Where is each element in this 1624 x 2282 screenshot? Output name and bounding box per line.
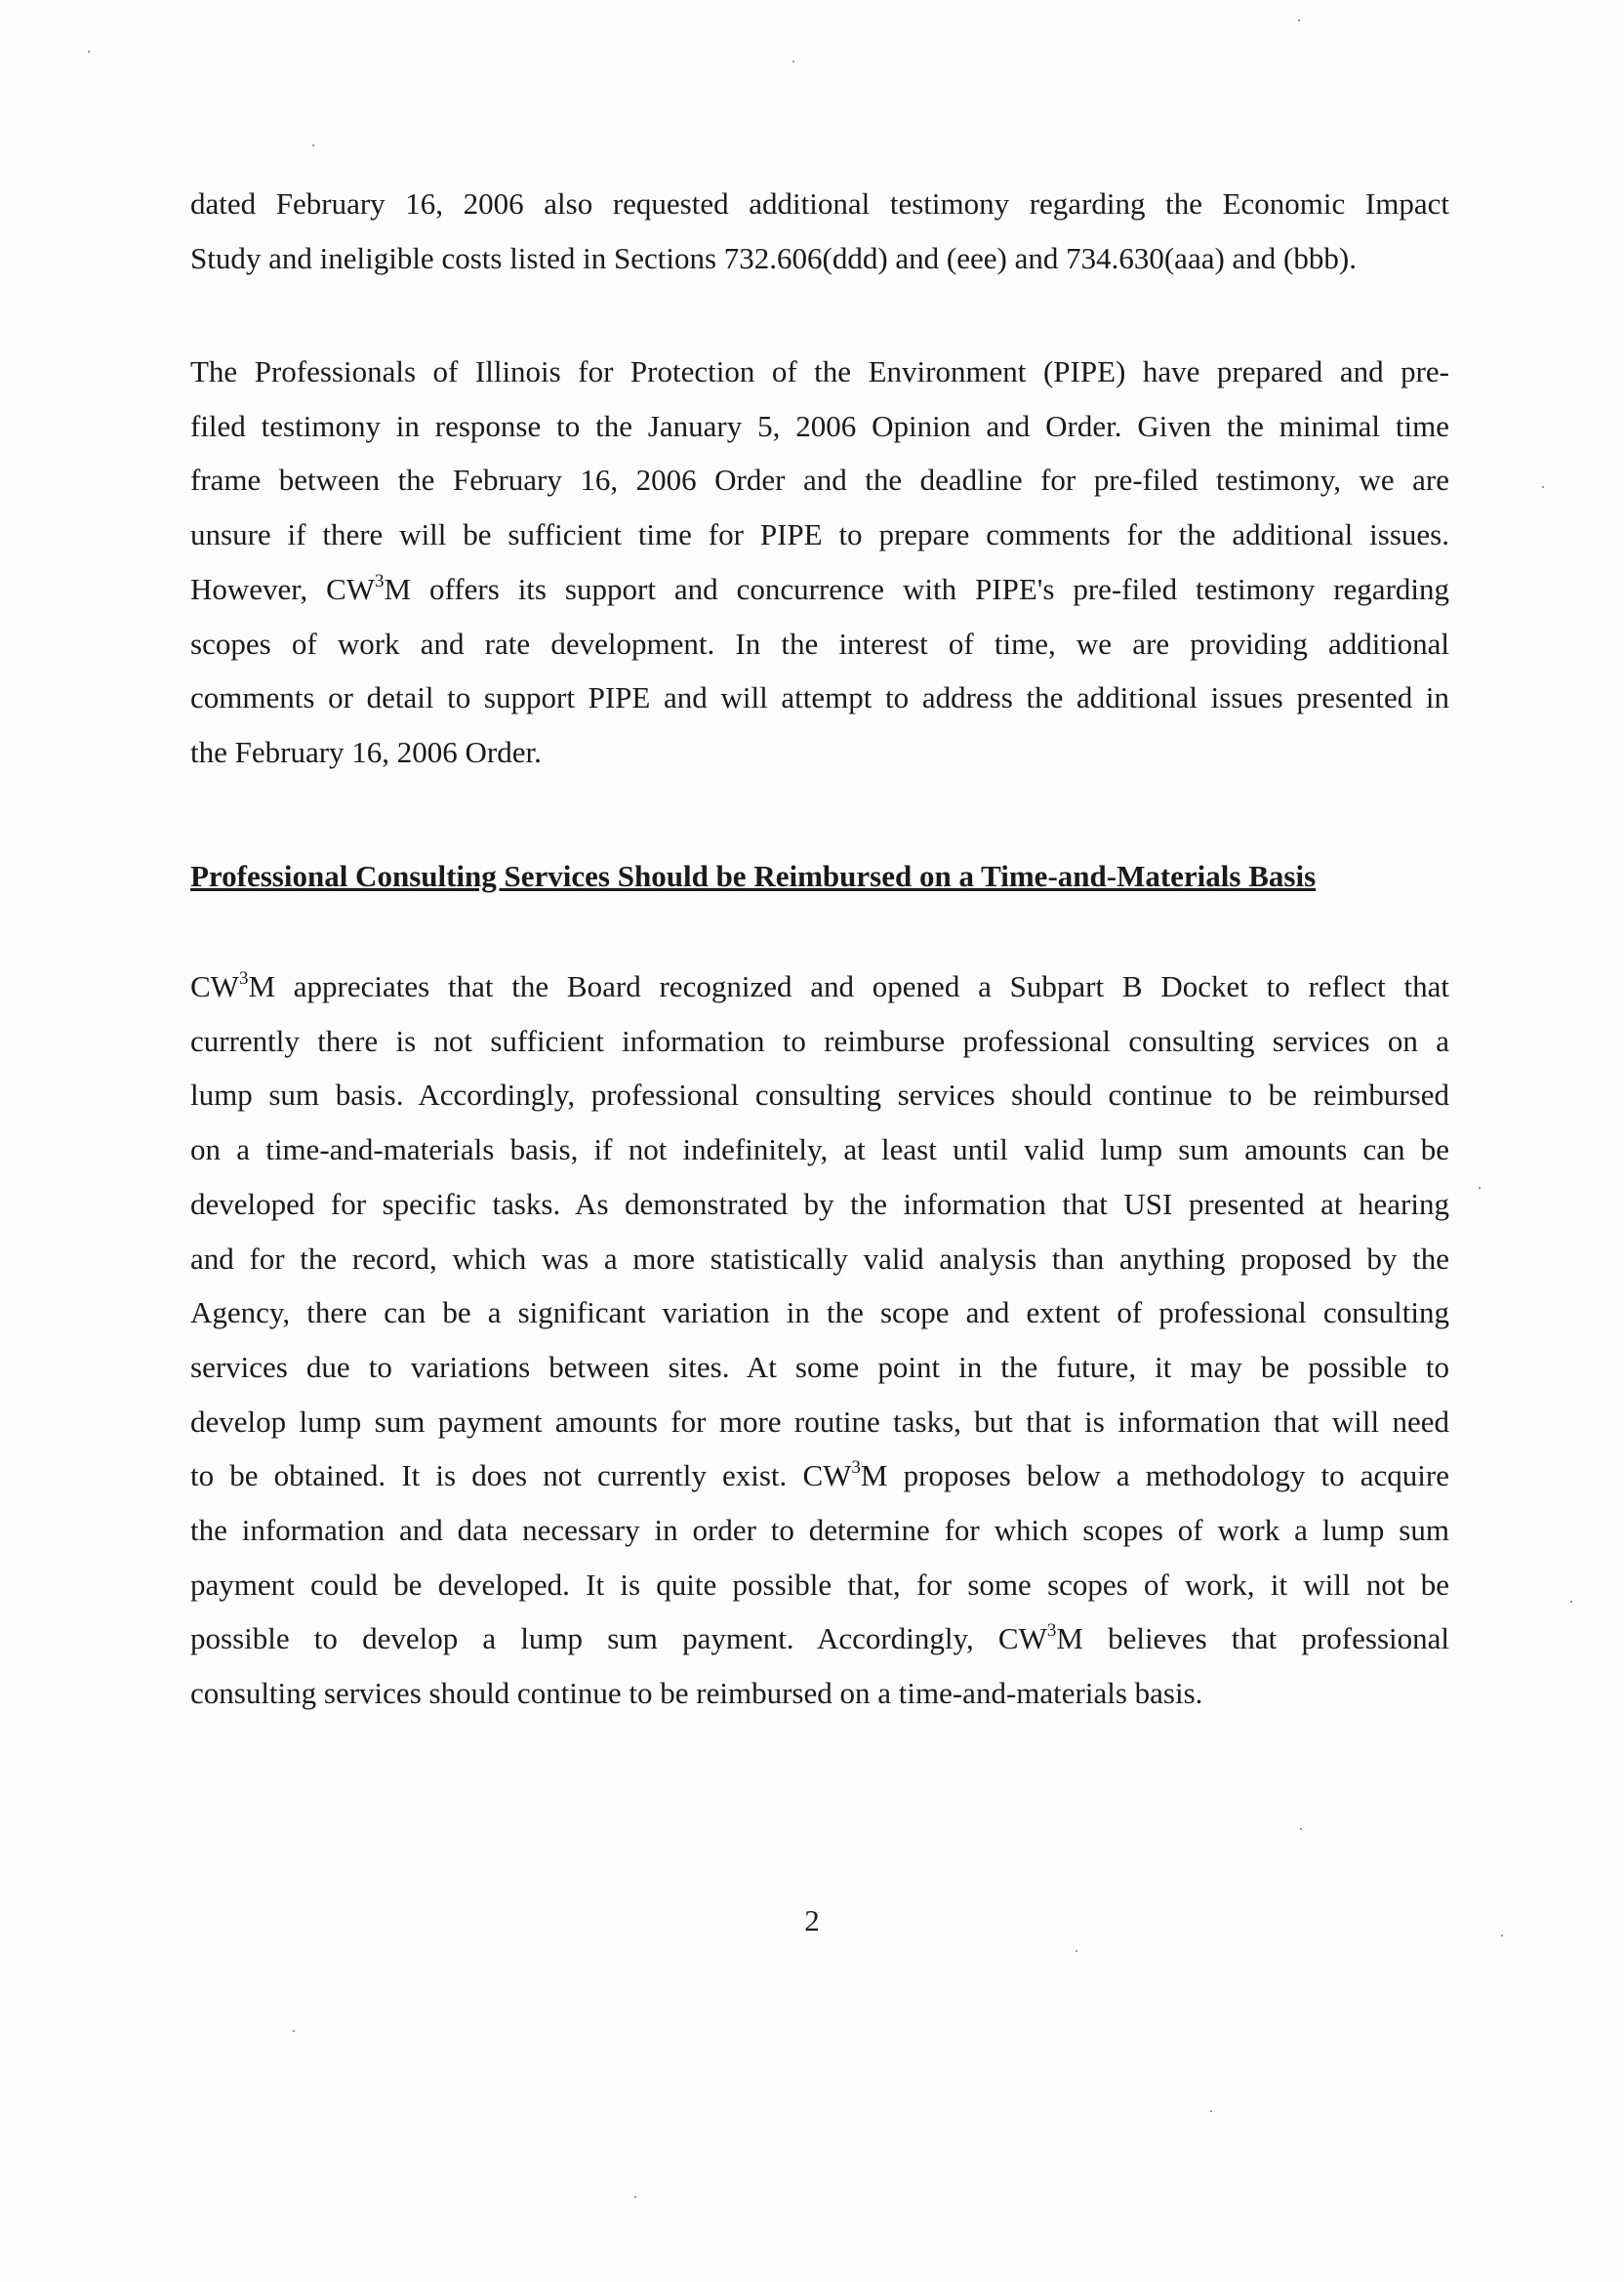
scan-speck <box>312 144 314 146</box>
text-line: on a time-and-materials basis, if not indefinitely, at least until valid lump sum amounts can be <box>190 1132 1449 1167</box>
text-line: Agency, there can be a significant variation in the scope and extent of professional consulting <box>190 1295 1449 1330</box>
text-line <box>190 1448 1449 1503</box>
text-line: develop lump sum payment amounts for more routine tasks, but that is information that will need <box>190 1404 1449 1439</box>
text-run: M proposes below a methodology to acquire <box>860 1458 1450 1493</box>
scan-speck <box>1570 1601 1572 1603</box>
text-run: M offers its support and concurrence with PIPE's pre-filed testimony regarding <box>384 571 1450 606</box>
continued-paragraph <box>190 177 1449 285</box>
text-line <box>190 959 1449 1014</box>
text-line: dated February 16, 2006 also requested additional testimony regarding the Economic Impact <box>190 186 1449 221</box>
text-line: comments or detail to support PIPE and will attempt to address the additional issues presented in <box>190 680 1449 715</box>
scan-speck <box>293 2030 295 2032</box>
superscript: 3 <box>238 968 249 989</box>
superscript: 3 <box>375 570 385 591</box>
text-line: frame between the February 16, 2006 Order and the deadline for pre-filed testimony, we are <box>190 463 1449 498</box>
text-line: consulting services should continue to be reimbursed on a time-and-materials basis. <box>190 1676 1203 1711</box>
text-line: filed testimony in response to the January 5, 2006 Opinion and Order. Given the minimal time <box>190 408 1449 443</box>
scan-speck <box>1479 1187 1481 1189</box>
scan-speck <box>1298 20 1300 21</box>
text-run: However, CW <box>190 571 376 606</box>
text-run: M believes that professional <box>1056 1621 1449 1656</box>
scan-speck <box>1300 1828 1302 1830</box>
superscript: 3 <box>1046 1620 1057 1642</box>
text-line: Study and ineligible costs listed in Sections 732.606(ddd) and (eee) and 734.630(aaa) and (bbb). <box>190 240 1357 275</box>
consulting-paragraph <box>190 959 1449 1721</box>
text-line: the February 16, 2006 Order. <box>190 734 542 769</box>
text-line: developed for specific tasks. As demonstrated by the information that USI presented at hearing <box>190 1186 1449 1221</box>
text-line: and for the record, which was a more statistically valid analysis than anything proposed by the <box>190 1241 1449 1276</box>
scan-speck <box>792 61 794 62</box>
page-number: 2 <box>804 1903 820 1937</box>
scan-speck <box>88 51 90 53</box>
text-line: currently there is not sufficient information to reimburse professional consulting services on a <box>190 1023 1449 1058</box>
text-line: lump sum basis. Accordingly, professional consulting services should continue to be reimbursed <box>190 1078 1449 1113</box>
scan-speck <box>1076 1950 1077 1952</box>
text-line: The Professionals of Illinois for Protection of the Environment (PIPE) have prepared and pre- <box>190 354 1449 388</box>
text-line: the information and data necessary in order to determine for which scopes of work a lump sum <box>190 1513 1449 1548</box>
text-line: unsure if there will be sufficient time for PIPE to prepare comments for the additional issues. <box>190 517 1449 552</box>
text-run: to be obtained. It is does not currently exist. CW <box>190 1458 852 1493</box>
scan-speck <box>1210 2110 1212 2112</box>
text-line: payment could be developed. It is quite possible that, for some scopes of work, it will not be <box>190 1567 1449 1602</box>
text-line <box>190 1611 1449 1666</box>
text-run: possible to develop a lump sum payment. Accordingly, CW <box>190 1621 1047 1656</box>
text-line: scopes of work and rate development. In the interest of time, we are providing additional <box>190 626 1449 661</box>
text-line: services due to variations between sites. At some point in the future, it may be possible to <box>190 1349 1449 1384</box>
text-run: M appreciates that the Board recognized and opened a Subpart B Docket to reflect that <box>248 969 1449 1003</box>
text-line <box>190 562 1449 617</box>
scan-speck <box>1542 486 1544 488</box>
scan-speck <box>634 2196 636 2198</box>
text-run: CW <box>190 969 239 1003</box>
pipe-paragraph <box>190 345 1449 780</box>
section-heading: Professional Consulting Services Should be Reimbursed on a Time-and-Materials Basis <box>190 859 1317 893</box>
superscript: 3 <box>851 1457 861 1479</box>
